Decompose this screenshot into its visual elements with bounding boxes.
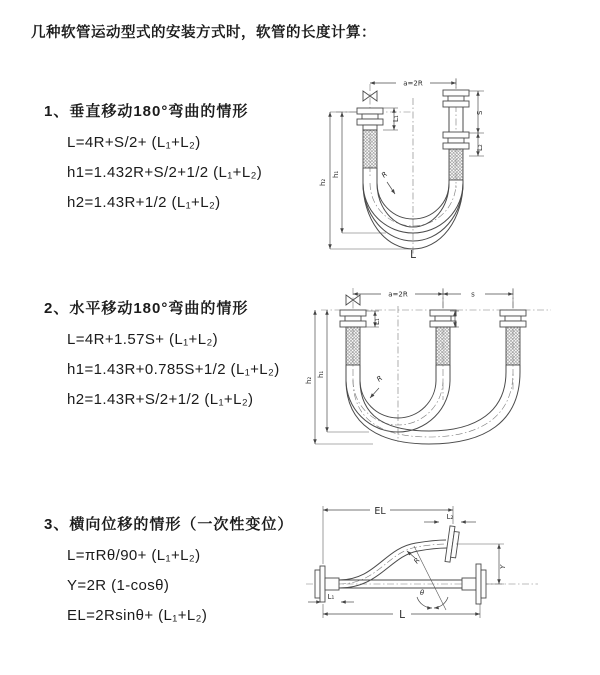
dim-l2-label: L₂ [476, 144, 484, 151]
section-1 [44, 100, 262, 211]
diagram-lateral-displacement [298, 498, 595, 650]
left-pipe-flange [357, 108, 383, 130]
dim-el-label: EL [374, 506, 386, 517]
length-label: L [410, 249, 416, 260]
section-1-heading: 1、垂直移动180°弯曲的情形 [44, 103, 249, 120]
middle-pipe-flange [430, 310, 456, 327]
braided-hose-section [346, 327, 360, 365]
section-3-heading: 3、横向位移的情形（一次性变位） [44, 516, 294, 533]
braided-hose-section [506, 327, 520, 365]
dim-a-label: a=2R [403, 79, 423, 88]
braided-hose-section [449, 149, 463, 180]
left-pipe-flange [340, 310, 366, 327]
radius-label: R [375, 374, 385, 384]
dim-h1-label: h₁ [332, 170, 340, 178]
diagram-vertical-u-bend [308, 68, 590, 260]
formula-line: Y=2R (1-cosθ) [67, 577, 170, 594]
formula-line: h1=1.432R+S/2+1/2 (L₁+L₂) [67, 164, 263, 181]
dim-h2-label: h₂ [305, 376, 313, 384]
dim-h2-label: h₂ [319, 178, 327, 186]
formula-line: L=πRθ/90+ (L₁+L₂) [67, 547, 201, 564]
diagram-horizontal-u-bend [303, 280, 595, 450]
section-3 [44, 513, 293, 624]
right-flange [462, 564, 486, 604]
formula-line: h2=1.43R+S/2+1/2 (L₁+L₂) [67, 391, 254, 408]
hose-s-curve [339, 540, 447, 588]
section-2-heading: 2、水平移动180°弯曲的情形 [44, 300, 249, 317]
formula-line: h2=1.43R+1/2 (L₁+L₂) [67, 194, 221, 211]
braided-hose-section [436, 327, 450, 365]
theta-label: θ [419, 589, 425, 597]
page-title: 几种软管运动型式的安装方式时，软管的长度计算： [31, 25, 376, 41]
formula-line: L=4R+1.57S+ (L₁+L₂) [67, 331, 219, 348]
formula-line: L=4R+S/2+ (L₁+L₂) [67, 134, 201, 151]
radius-label: R [380, 170, 390, 180]
hose-u-bend-shifted [346, 365, 520, 444]
formula-line: EL=2Rsinθ+ (L₁+L₂) [67, 607, 208, 624]
dim-l2-label: L₂ [446, 513, 454, 521]
radius-label: R [412, 556, 422, 566]
dim-y-label: Y [499, 564, 507, 569]
braided-hose-section [363, 130, 377, 168]
dim-l1-label: L₁ [373, 318, 381, 325]
dim-h1-label: h₁ [317, 370, 325, 378]
dim-l1-label: L₁ [327, 593, 335, 601]
dim-s-label: s [471, 290, 475, 299]
section-2 [44, 297, 280, 408]
dim-s-label: S [476, 110, 484, 115]
dim-a-label: a=2R [388, 290, 408, 299]
right-pipe-flange [500, 310, 526, 327]
tilted-flange [445, 526, 460, 563]
length-label: L [399, 609, 405, 621]
dim-l1-label: L₁ [392, 115, 400, 122]
formula-line: h1=1.43R+0.785S+1/2 (L₁+L₂) [67, 361, 280, 378]
